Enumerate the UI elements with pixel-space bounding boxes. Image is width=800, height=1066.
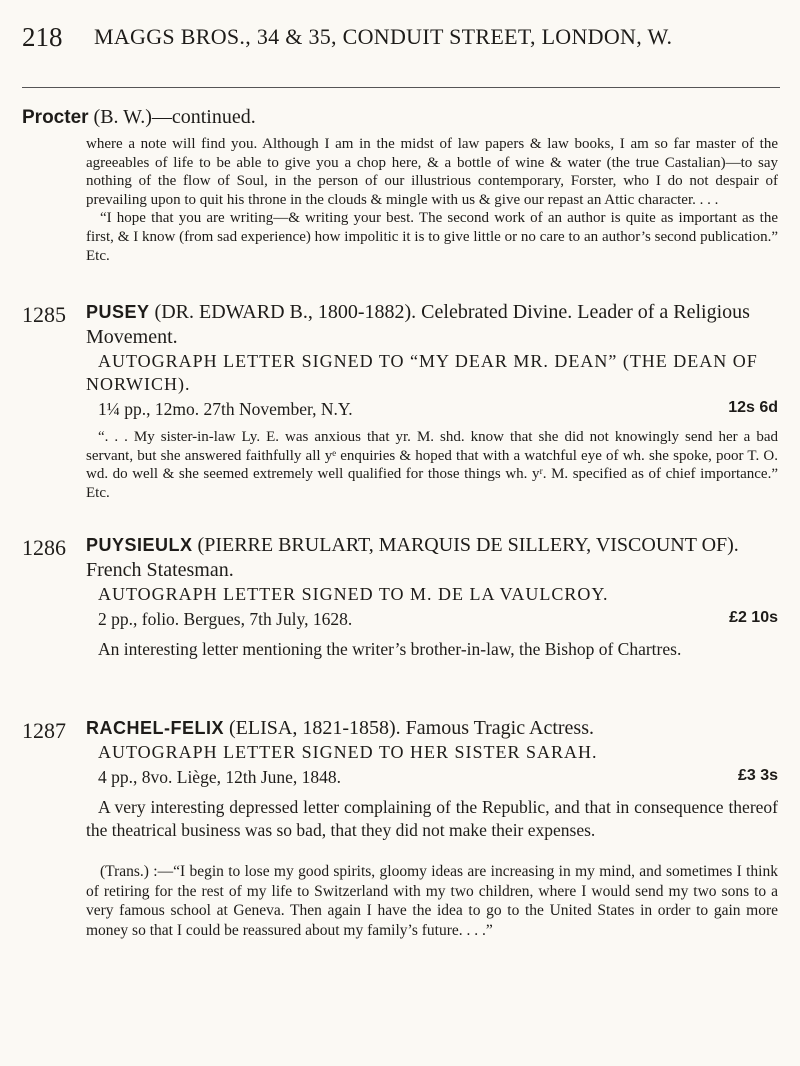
- entry-details: [86, 767, 778, 788]
- entry-number: 1287: [22, 718, 66, 743]
- entry-heading: [86, 716, 778, 741]
- details-text: 1¼ pp., 12mo. 27th November, N.Y.: [98, 399, 353, 419]
- entry-number: 1286: [22, 535, 66, 560]
- continued-paragraph: where a note will find you. Although I am in the midst of law papers & law books, I am so far master of the agreeables of life to be able to give you a chop here, & a bottle of wine & water (the true Castalian)—to say nothing of the flow of Soul, in the person of our illustrious contemporary, Forster, who I do not despair of prevailing upon to quit his throne in the clouds & mingle with us & give our repast an Attic character. . . .: [86, 136, 778, 208]
- price: £3 3s: [737, 767, 778, 784]
- entry-heading: [86, 300, 778, 350]
- catalogue-entry-1287: [22, 716, 778, 940]
- entry-description: An interesting letter mentioning the writer’s brother-in-law, the Bishop of Chartres.: [98, 639, 682, 659]
- autograph-line: AUTOGRAPH LETTER SIGNED TO M. DE LA VAULCROY.: [98, 584, 609, 604]
- continued-heading: [22, 106, 256, 129]
- entry-heading: [86, 533, 778, 583]
- page-number: 218: [22, 22, 63, 52]
- price: 12s 6d: [728, 399, 778, 416]
- entry-name: PUSEY: [86, 302, 150, 322]
- price: £2 10s: [729, 609, 778, 626]
- autograph-line: AUTOGRAPH LETTER SIGNED TO “MY DEAR MR. DEAN” (THE DEAN OF NORWICH).: [86, 351, 758, 394]
- details-text: 4 pp., 8vo. Liège, 12th June, 1848.: [98, 767, 342, 787]
- entry-name: PUYSIEULX: [86, 535, 193, 555]
- entry-heading-rest: (PIERRE BRULART, MARQUIS DE SILLERY, VISCOUNT OF). French Statesman.: [86, 534, 739, 581]
- entry-number: 1285: [22, 302, 66, 327]
- entry-details: [86, 609, 778, 630]
- entry-heading-rest: (DR. EDWARD B., 1800-1882). Celebrated Divine. Leader of a Religious Movement.: [86, 301, 750, 348]
- header-rule: [22, 87, 780, 88]
- autograph-line: AUTOGRAPH LETTER SIGNED TO HER SISTER SARAH.: [98, 742, 598, 762]
- entry-description: A very interesting depressed letter complaining of the Republic, and that in consequence thereof the theatrical business was so bad, that they did not make their expenses.: [86, 797, 778, 840]
- catalogue-entry-1285: [22, 300, 778, 502]
- entry-translation: (Trans.) :—“I begin to lose my good spirits, gloomy ideas are increasing in my mind, and sometimes I think of retiring for the rest of my life to Switzerland with my two children, where I would send my two sons to a very famous school at Geneva. Then again I have the idea to go to the United States in order to gain more money so that I could be reassured about my family’s future. . . .”: [86, 863, 778, 939]
- details-text: 2 pp., folio. Bergues, 7th July, 1628.: [98, 609, 353, 629]
- entry-details: [86, 399, 778, 420]
- continued-paragraph: “I hope that you are writing—& writing your best. The second work of an author is quite as important as the first, & I know (from sad experience) how impolitic it is to give little or no care to an author’s second publication.” Etc.: [86, 210, 778, 264]
- entry-heading-rest: (ELISA, 1821-1858). Famous Tragic Actress.: [224, 717, 594, 739]
- continued-letter-text: [86, 135, 778, 265]
- running-title: MAGGS BROS., 34 & 35, CONDUIT STREET, LONDON, W.: [94, 24, 673, 49]
- catalogue-entry-1286: [22, 533, 778, 661]
- continued-rest: (B. W.)—continued.: [88, 106, 256, 128]
- continued-name: Procter: [22, 107, 89, 128]
- entry-quote: “. . . My sister-in-law Ly. E. was anxious that yr. M. shd. know that she did not knowingly send her a bad servant, but she answered faithfully all yᵉ enquiries & hoped that with a watchful eye of wh. she spoke, poor T. O. wd. do well & she seemed extremely well qualified for those things wh. yʳ. M. specified as of chief importance.” Etc.: [86, 429, 778, 501]
- entry-name: RACHEL-FELIX: [86, 718, 224, 738]
- page-header: [22, 22, 780, 60]
